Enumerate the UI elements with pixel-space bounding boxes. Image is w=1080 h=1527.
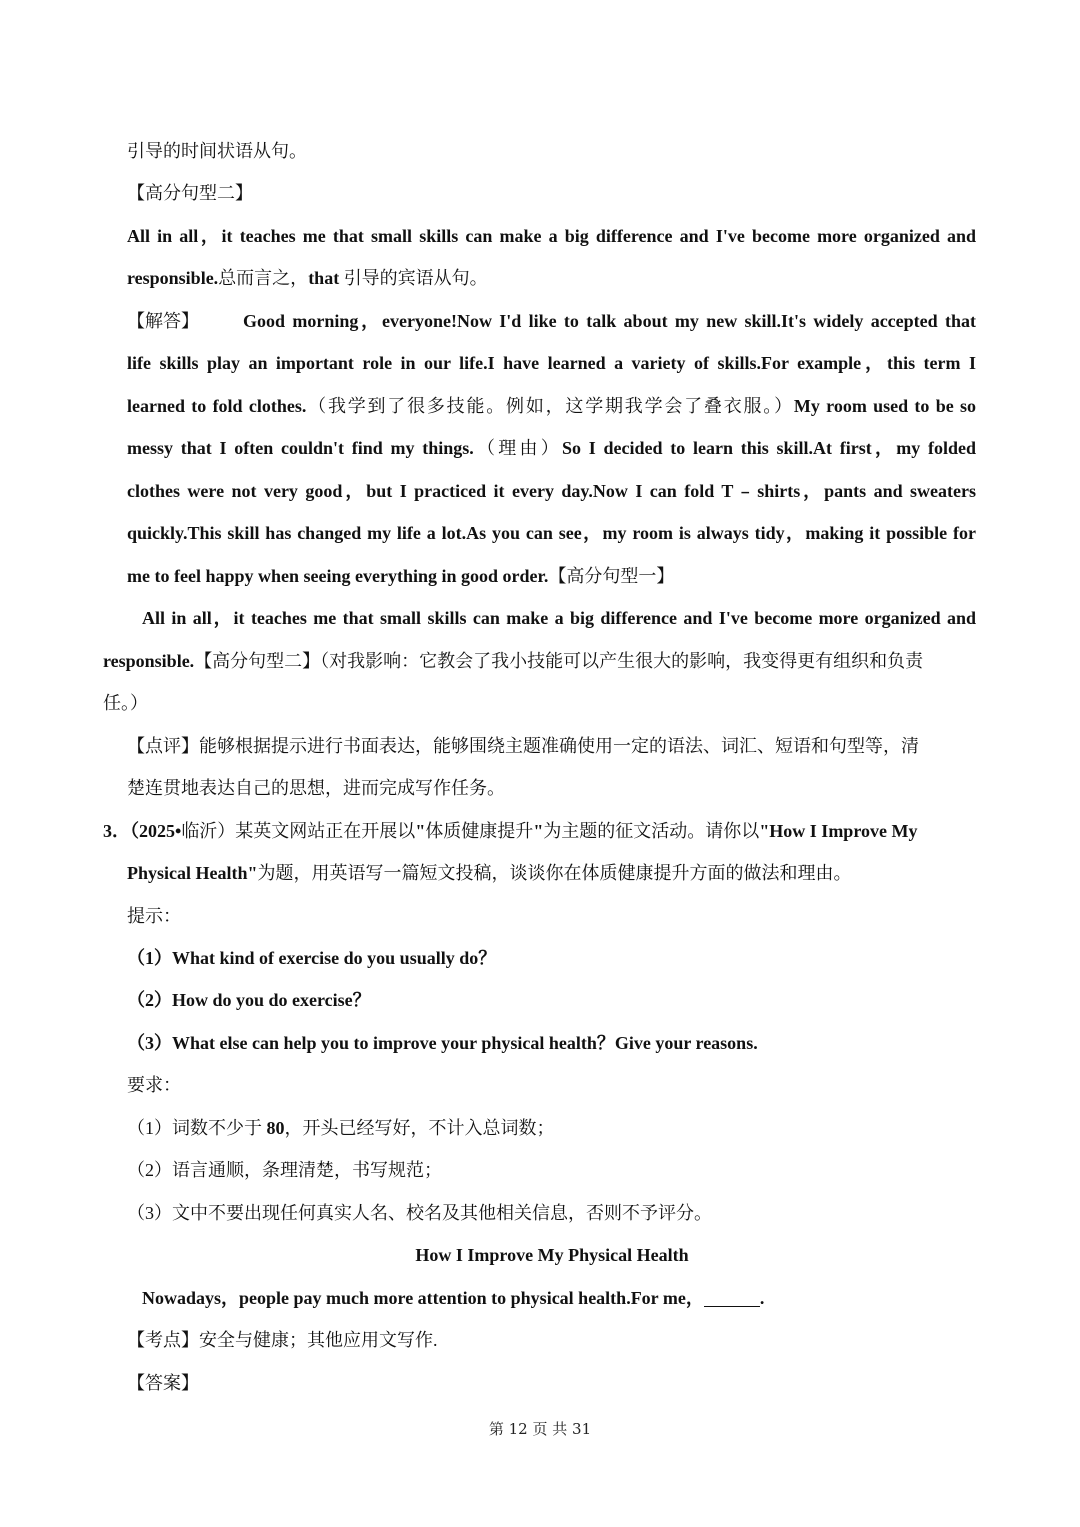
- text-span: So I decided to learn this skill.At first，my folded: [562, 438, 976, 458]
- text-span: 3．（2025•: [103, 821, 182, 841]
- prompt-item: （2）How do you do exercise？: [127, 990, 371, 1010]
- answer-label: 【解答】: [127, 311, 199, 331]
- text-span: that: [308, 268, 340, 288]
- prompt-item: （3）What else can help you to improve your physical health？Give your reasons.: [127, 1033, 758, 1053]
- text-line: All in all，it teaches me that small skills can make a big difference and I've become more organized and: [142, 608, 976, 628]
- text-span: 总而言之，: [218, 268, 309, 288]
- text-line: Good morning，everyone!Now I'd like to talk about my new skill.It's widely accepted that: [243, 311, 976, 331]
- page-footer: 第 12 页 共 31: [488, 1420, 592, 1438]
- text-span: 80: [266, 1118, 285, 1138]
- requirement-item: （2）语言通顺，条理清楚，书写规范；: [127, 1160, 442, 1180]
- text-line: [127, 861, 852, 885]
- requirement-item: （3）文中不要出现任何真实人名、校名及其他相关信息，否则不予评分。: [127, 1203, 712, 1223]
- answer-heading: 【答案】: [127, 1373, 199, 1393]
- text-line: clothes were not very good，but I practiced it every day.Now I can fold T﹣shirts，pants and sweaters: [127, 481, 976, 501]
- knowledge-point: 【考点】安全与健康；其他应用文写作.: [127, 1330, 438, 1350]
- text-span: learned to fold clothes.: [127, 396, 307, 416]
- text-span: .: [759, 1288, 765, 1308]
- text-span: ，开头已经写好，不计入总词数；: [284, 1118, 555, 1138]
- essay-opening: [142, 1286, 764, 1310]
- text-span: Physical Health": [127, 863, 258, 883]
- text-line: All in all，it teaches me that small skills can make a big difference and I've become more organized and: [127, 226, 976, 246]
- text-span: messy that I often couldn't find my things.: [127, 438, 474, 458]
- text-line: [103, 649, 976, 673]
- section-label: 【高分句型二】: [127, 183, 253, 203]
- text-span: （我学到了很多技能。例如，这学期我学会了叠衣服。）: [306, 396, 794, 416]
- text-span: ": [415, 821, 426, 841]
- text-span: 【高分句型一】: [548, 566, 675, 586]
- requirement-item: [127, 1116, 555, 1140]
- text-span: （理由）: [473, 438, 563, 458]
- text-span: me to feel happy when seeing everything in good order.: [127, 566, 549, 586]
- text-span: My room used to be so: [793, 396, 977, 416]
- text-span: responsible.: [127, 268, 219, 288]
- text-line: [127, 394, 976, 418]
- text-line: 任。）: [103, 693, 148, 713]
- text-span: 为主题的征文活动。请你以: [543, 821, 760, 841]
- text-span: 为题，用英语写一篇短文投稿，谈谈你在体质健康提升方面的做法和理由。: [257, 863, 852, 883]
- text-line: 要求：: [127, 1075, 181, 1095]
- text-line: 楚连贯地表达自己的思想，进而完成写作任务。: [127, 778, 505, 798]
- text-span: ": [533, 821, 544, 841]
- text-line: quickly.This skill has changed my life a lot.As you can see，my room is always tidy，making it possible for: [127, 523, 976, 543]
- prompt-item: （1）What kind of exercise do you usually do？: [127, 948, 497, 968]
- text-line: [127, 436, 976, 460]
- answer-blank: [704, 1288, 760, 1307]
- text-span: （1）词数不少于: [127, 1118, 267, 1138]
- comment-line: 【点评】能够根据提示进行书面表达，能够围绕主题准确使用一定的语法、词汇、短语和句型等，清: [127, 736, 919, 756]
- text-span: 体质健康提升: [425, 821, 534, 841]
- text-line: [127, 266, 488, 290]
- text-span: 临沂）某英文网站正在开展以: [181, 821, 416, 841]
- essay-title: How I Improve My Physical Health: [415, 1245, 689, 1265]
- text-span: responsible.: [103, 651, 195, 671]
- text-span: "How I Improve My: [759, 821, 918, 841]
- text-span: 【高分句型二】（对我影响：它教会了我小技能可以产生很大的影响，我变得更有组织和负责: [194, 651, 924, 671]
- text-span: 引导的宾语从句。: [339, 268, 488, 288]
- question-line: [103, 819, 976, 843]
- text-line: life skills play an important role in our life.I have learned a variety of skills.For example，this term I: [127, 353, 976, 373]
- text-span: Nowadays，people pay much more attention to physical health.For me，: [142, 1288, 704, 1308]
- text-line: 引导的时间状语从句。: [127, 141, 307, 161]
- text-line: 提示：: [127, 906, 181, 926]
- text-line: [127, 564, 674, 588]
